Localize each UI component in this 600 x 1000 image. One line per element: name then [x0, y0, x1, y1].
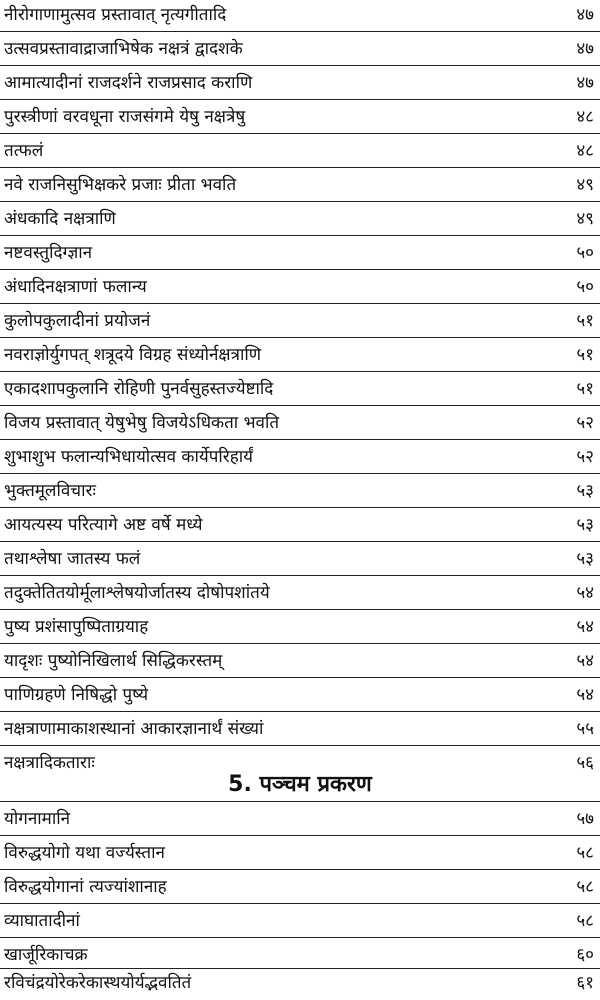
toc-entry: [0, 804, 600, 836]
toc-entry-title: योगनामानि: [4, 809, 71, 829]
toc-entry-page: ५१: [576, 345, 594, 365]
divider: [0, 473, 600, 474]
toc-entry-title: उत्सवप्रस्तावाद्राजाभिषेक नक्षत्रं द्वादशके: [4, 39, 243, 59]
toc-entry-title: पुरस्त्रीणां वरवधूना राजसंगमे येषु नक्षत्रेषु: [4, 107, 246, 127]
toc-entry-page: ५४: [576, 651, 594, 671]
toc-entry-page: ५६: [576, 753, 594, 773]
toc-entry-title: नीरोगाणामुत्सव प्रस्तावात् नृत्यगीतादि: [4, 5, 227, 25]
toc-entry-title: आयत्यस्य परित्यागे अष्ट वर्षे मध्ये: [4, 515, 203, 535]
divider: [0, 903, 600, 904]
toc-entry-title: यादृशः पुष्योनिखिलार्थ सिद्धिकरस्तम्: [4, 651, 223, 671]
toc-entry-page: ६०: [576, 945, 594, 965]
divider: [0, 235, 600, 236]
toc-entry-title: अंधादिनक्षत्राणां फलान्य: [4, 277, 147, 297]
toc-entry-title: रविचंद्रयोरेकरेकास्थयोर्यद्भवतितं: [4, 973, 192, 993]
toc-entry: [0, 646, 600, 678]
toc-entry-title: भुक्तमूलविचारः: [4, 481, 96, 501]
toc-entry-title: विजय प्रस्तावात् येषुभेषु विजयेऽधिकता भवति: [4, 413, 280, 433]
toc-entry-title: नवे राजनिसुभिक्षकरे प्रजाः प्रीता भवति: [4, 175, 237, 195]
toc-entry-title: पाणिग्रहणे निषिद्धो पुष्ये: [4, 685, 149, 705]
toc-entry: [0, 340, 600, 372]
toc-entry: [0, 544, 600, 576]
toc-entry: [0, 68, 600, 100]
divider: [0, 609, 600, 610]
divider: [0, 541, 600, 542]
toc-entry-page: ५४: [576, 583, 594, 603]
toc-entry: [0, 0, 600, 32]
divider: [0, 575, 600, 576]
toc-entry: [0, 906, 600, 938]
toc-entry-page: ५३: [576, 481, 594, 501]
toc-entry-title: नष्टवस्तुदिग्ज्ञान: [4, 243, 93, 263]
divider: [0, 439, 600, 440]
toc-entry: [0, 872, 600, 904]
toc-entry-page: ४८: [576, 107, 594, 127]
toc-entry-page: ५४: [576, 617, 594, 637]
divider: [0, 269, 600, 270]
toc-entry-title: अंधकादि नक्षत्राणि: [4, 209, 116, 229]
toc-entry-page: ५७: [576, 809, 594, 829]
toc-entry: [0, 680, 600, 712]
divider: [0, 507, 600, 508]
toc-entry-page: ५२: [576, 447, 594, 467]
toc-entry: [0, 170, 600, 202]
toc-entry: [0, 714, 600, 746]
divider: [0, 835, 600, 836]
toc-entry-title: नक्षत्रादिकताराः: [4, 753, 95, 773]
divider: [0, 937, 600, 938]
divider: [0, 801, 600, 802]
toc-entry-page: ५३: [576, 515, 594, 535]
divider: [0, 133, 600, 134]
toc-entry-title: विरुद्धयोगानां त्यज्यांशानाह: [4, 877, 167, 897]
toc-entry-title: आमात्यादीनां राजदर्शने राजप्रसाद कराणि: [4, 73, 253, 93]
toc-entry: [0, 102, 600, 134]
divider: [0, 65, 600, 66]
divider: [0, 337, 600, 338]
divider: [0, 643, 600, 644]
toc-entry-page: ५४: [576, 685, 594, 705]
toc-entry: [0, 34, 600, 66]
toc-entry-page: ४८: [576, 141, 594, 161]
divider: [0, 99, 600, 100]
toc-entry-page: ५८: [576, 843, 594, 863]
toc-entry-page: ५८: [576, 911, 594, 931]
divider: [0, 303, 600, 304]
toc-entry: [0, 838, 600, 870]
toc-entry-page: ५१: [576, 379, 594, 399]
toc-entry-page: ५१: [576, 311, 594, 331]
toc-entry-title: तथाश्लेषा जातस्य फलं: [4, 549, 141, 569]
toc-entry-title: नक्षत्राणामाकाशस्थानां आकारज्ञानार्थं संख्यां: [4, 719, 264, 739]
toc-entry-page: ५०: [576, 243, 594, 263]
divider: [0, 711, 600, 712]
divider: [0, 405, 600, 406]
toc-entry-title: व्याघातादीनां: [4, 911, 80, 931]
divider: [0, 31, 600, 32]
toc-entry: [0, 476, 600, 508]
toc-entry-page: ५२: [576, 413, 594, 433]
toc-entry: [0, 136, 600, 168]
toc-entry-page: ४७: [576, 5, 594, 25]
toc-entry: [0, 238, 600, 270]
toc-entry-page: ४९: [576, 175, 594, 195]
toc-entry-page: ५३: [576, 549, 594, 569]
toc-entry: [0, 204, 600, 236]
toc-entry: [0, 272, 600, 304]
toc-entry: [0, 442, 600, 474]
divider: [0, 677, 600, 678]
toc-entry-page: ६१: [576, 973, 594, 993]
toc-entry-title: तत्फलं: [4, 141, 44, 161]
toc-entry-page: ४९: [576, 209, 594, 229]
toc-entry-title: पुष्य प्रशंसापुष्पिताग्रयाह: [4, 617, 149, 637]
toc-entry: [0, 968, 600, 1000]
divider: [0, 869, 600, 870]
divider: [0, 371, 600, 372]
toc-entry-title: शुभाशुभ फलान्यभिधायोत्सव कार्येपरिहार्यं: [4, 447, 254, 467]
toc-entry: [0, 510, 600, 542]
toc-entry: [0, 374, 600, 406]
toc-entry-title: एकादशापकुलानि रोहिणी पुनर्वसुहस्तज्येष्टादि: [4, 379, 274, 399]
toc-entry-title: तदुक्तेतितयोर्मूलाश्लेषयोर्जातस्य दोषोपशांतये: [4, 583, 270, 603]
divider: [0, 167, 600, 168]
toc-entry-page: ५८: [576, 877, 594, 897]
divider: [0, 201, 600, 202]
toc-entry: [0, 578, 600, 610]
toc-entry-page: ५०: [576, 277, 594, 297]
toc-entry: [0, 306, 600, 338]
toc-entry-page: ४७: [576, 73, 594, 93]
section-heading: 5. पञ्चम प्रकरण: [228, 772, 372, 797]
divider: [0, 745, 600, 746]
toc-entry: [0, 408, 600, 440]
toc-entry-page: ४७: [576, 39, 594, 59]
toc-entry-title: विरुद्धयोगो यथा वर्ज्यस्तान: [4, 843, 165, 863]
toc-entry-title: नवराज्ञोर्युगपत् शत्रूदये विग्रह संध्योर्नक्षत्राणि: [4, 345, 262, 365]
toc-entry: [0, 612, 600, 644]
toc-entry-title: कुलोपकुलादीनां प्रयोजनं: [4, 311, 151, 331]
toc-entry-page: ५५: [576, 719, 594, 739]
toc-entry-title: खार्जूरिकाचक्र: [4, 945, 88, 965]
